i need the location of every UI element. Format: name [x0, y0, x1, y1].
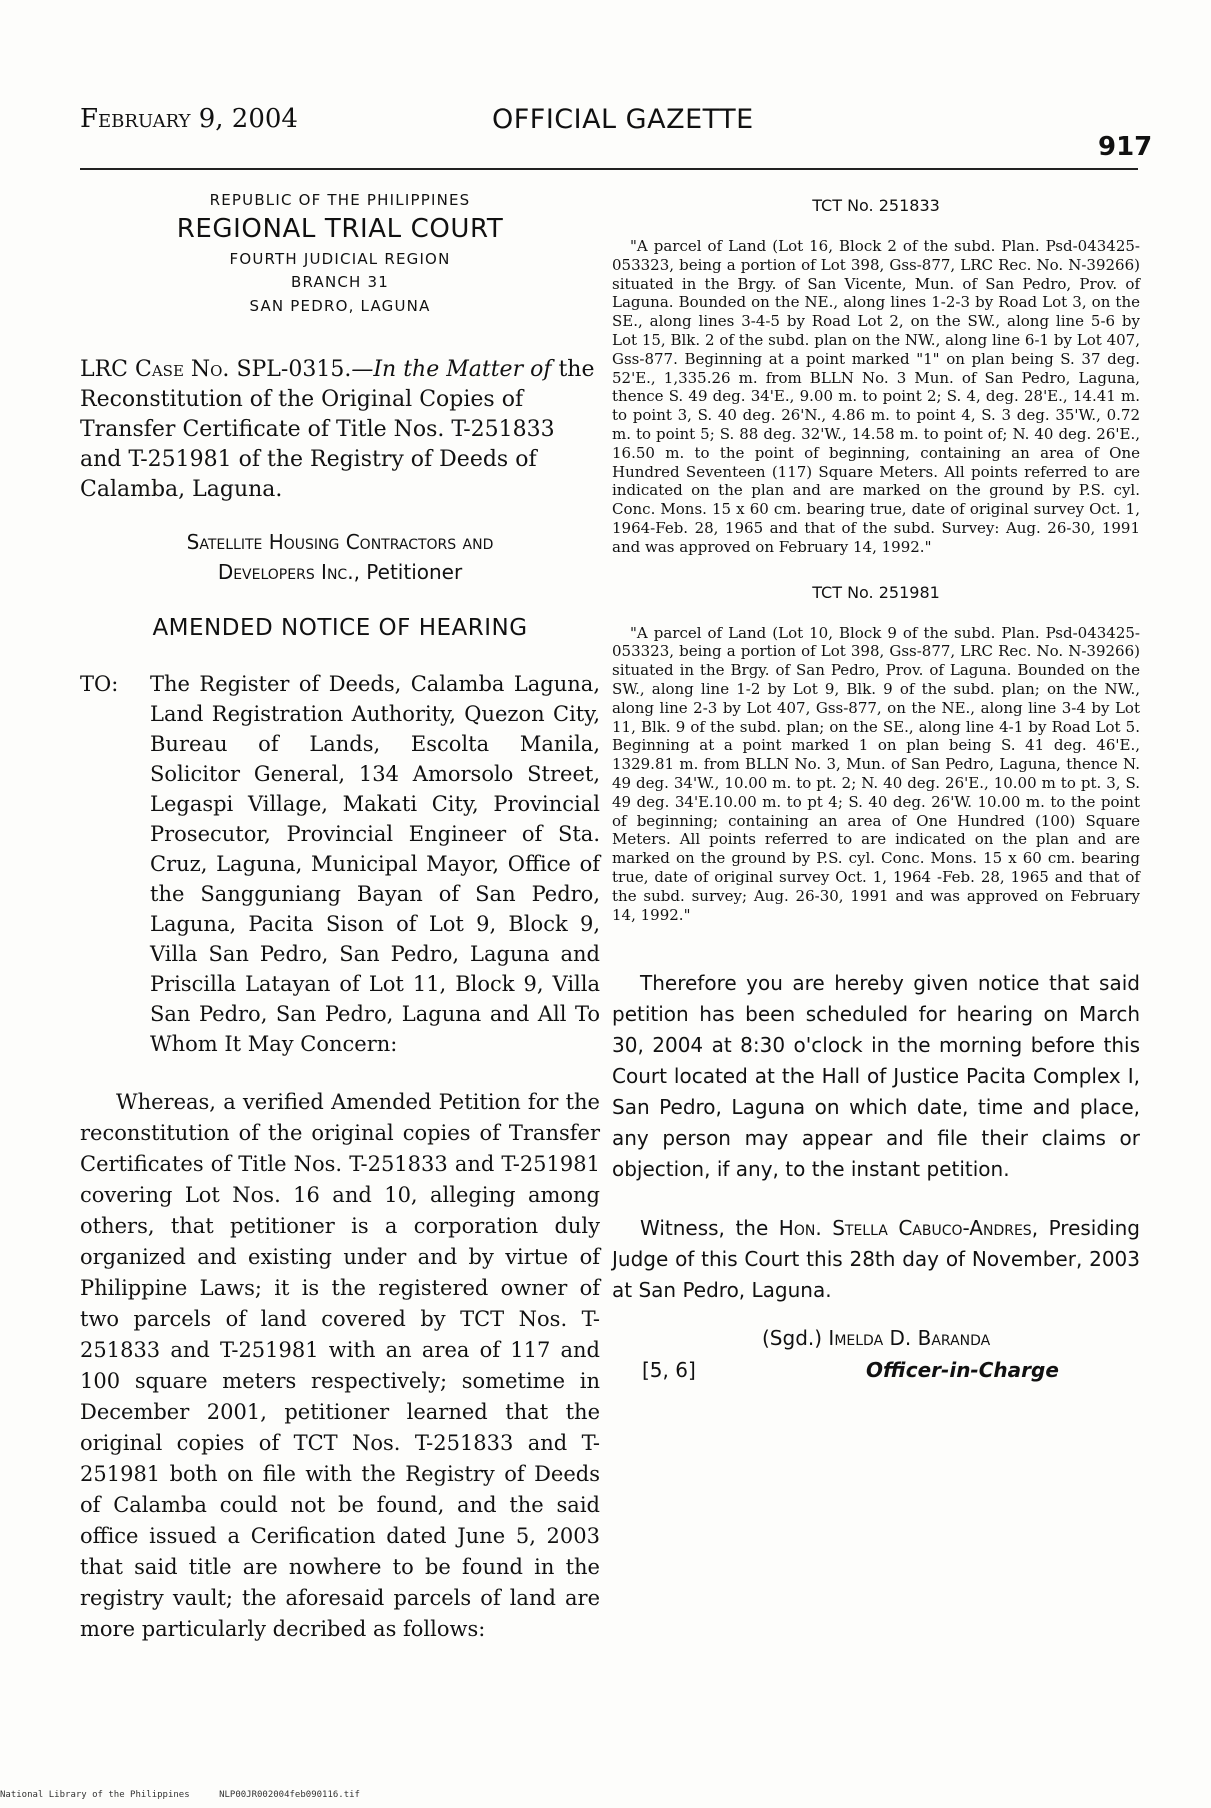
petitioner-name-2: Developers Inc.,: [217, 559, 360, 584]
court-heading: [80, 192, 600, 315]
scan-footer: [0, 1790, 384, 1800]
case-number: SPL-0315.: [236, 356, 352, 382]
tct2-description: "A parcel of Land (Lot 10, Block 9 of the subd. Plan. Psd-043425-053323, being a portion of Lot 398, Gss-877, LRC Rec. No. N-39266) situated in the Brgy. of San Pedro, Prov. of Laguna. Bounded on the SW., along line 1-2 by Lot 9, Blk. 9 of the subd. plan; on the NW., along line 2-3 by Lot 407, Gss-877, on the NE., along line 3-4 by Lot 11, Blk. 9 of the subd. plan; on the SE., along line 4-1 by Road Lot 5. Beginning at a point marked 1 on plan being S. 41 deg. 46'E., 1329.81 m. from BLLN No. 3, Mun. of San Pedro, Laguna, thence N. 49 deg. 34'W., 10.00 m. to pt. 2; N. 40 deg. 26'E., 10.00 m to pt. 3, S. 49 deg. 34'E.10.00 m. to pt 4; S. 40 deg. 26'W. 10.00 m. to the point of beginning; containing an area of One Hundred (100) Square Meters. All points referred to are indicated on the plan and are marked on the ground by P.S. cyl. Conc. Mons. 15 x 60 cm. bearing true, date of original survey Oct. 1, 1964 -Feb. 28, 1965 and that of the subd. survey; Aug. 26-30, 1991 and was approved on February 14, 1992.": [612, 623, 1140, 924]
tct1-heading: TCT No. 251833: [812, 196, 940, 215]
to-label: TO:: [80, 671, 119, 696]
court-republic: REPUBLIC OF THE PHILIPPINES: [209, 191, 471, 209]
court-region: FOURTH JUDICIAL REGION: [229, 250, 451, 269]
witness-rest: Presiding Judge of this Court this 28th day of November, 2003 at San Pedro, Laguna.: [612, 1216, 1140, 1303]
header-rule: [80, 168, 1138, 170]
judge-name: Hon. Stella Cabuco-Andres,: [778, 1216, 1039, 1241]
tct1-description: "A parcel of Land (Lot 16, Block 2 of the subd. Plan. Psd-043425-053323, being a portion of Lot 398, Gss-877, LRC Rec. No. N-39266) situated in the Brgy. of San Vicente, Mun. of San Pedro, Prov. of Laguna. Bounded on the NE., along lines 1-2-3 by Road Lot 3, on the SE., along lines 3-4-5 by Road Lot 2, on the SW., along line 5-6 by Lot 15, Blk. 2 of the subd. plan on the NW., along line 6-1 by Lot 407, Gss-877. Beginning at a point marked "1" on plan being S. 37 deg. 52'E., 1,335.26 m. from BLLN No. 3 Mun. of San Pedro, Laguna, thence S. 49 deg. 34'E., 9.00 m. to point 2; S. 4, deg. 28'E., 14.41 m. to point 3, S. 40 deg. 26'N., 4.86 m. to point 4, S. 3 deg. 35'W., 0.72 m. to point 5; S. 88 deg. 32'W., 14.58 m. to point of; N. 40 deg. 26'E., 16.50 m. to the point of beginning, containing an area of One Hundred Seventeen (117) Square Meters. All points referred to are indicated on the plan and are marked on the ground by P.S. cyl. Conc. Mons. 15 x 60 cm. bearing true, date of original survey Oct. 1, 1964-Feb. 28, 1965 and that of the subd. Survey: Aug. 26-30, 1991 and was approved on February 14, 1992.": [612, 237, 1140, 556]
tct2-heading: TCT No. 251981: [812, 582, 940, 602]
court-location: SAN PEDRO, LAGUNA: [249, 296, 431, 315]
court-branch: BRANCH 31: [291, 273, 389, 292]
signature-line: [762, 1326, 990, 1350]
petitioner-name-1: Satellite Housing Contractors and: [186, 529, 494, 554]
page-number: 917: [1098, 132, 1153, 162]
whereas-paragraph: Whereas, a verified Amended Petition for the reconstitution of the original copies of Transfer Certificates of Title Nos. T-251833 and T-251981 covering Lot Nos. 16 and 10, alleging among others, that petitioner is a corporation duly organized and existing under and by virtue of Philippine Laws; it is the registered owner of two parcels of land covered by TCT Nos. T-251833 and T-251981 with an area of 117 and 100 square meters respectively; sometime in December 2001, petitioner learned that the original copies of TCT Nos. T-251833 and T-251981 both on file with the Registry of Deeds of Calamba could not be found, and the said office issued a Cerification dated June 5, 2003 that said title are nowhere to be found in the registry vault; the aforesaid parcels of land are more particularly decribed as follows:: [80, 1089, 600, 1641]
case-title: [80, 355, 600, 505]
signature-block: [612, 1326, 1140, 1390]
case-rest: the Reconstitution of the Original Copies of Transfer Certificate of Title Nos. T-251833 and T-251981 of the Registry of Deeds of Calamba, Laguna.: [80, 356, 595, 502]
witness-prefix: Witness, the: [640, 1216, 769, 1241]
case-prefix: LRC Case No.: [80, 356, 230, 382]
signatory-title: Officer-in-Charge: [866, 1358, 1059, 1383]
case-caption: —In the Matter of: [351, 356, 552, 382]
reference-number: [5, 6]: [642, 1358, 696, 1383]
therefore-paragraph: Therefore you are hereby given notice that said petition has been scheduled for hearing on March 30, 2004 at 8:30 o'clock in the morning before this Court located at the Hall of Justice Pacita Complex I, San Pedro, Laguna on which date, time and place, any person may appear and file their claims or objection, if any, to the instant petition.: [612, 971, 1140, 1182]
petitioner: [80, 527, 600, 587]
signatory-name: Imelda D. Baranda: [828, 1326, 991, 1351]
to-text: The Register of Deeds, Calamba Laguna, Land Registration Authority, Quezon City, Bureau of Lands, Escolta Manila, Solicitor General, 134 Amorsolo Street, Legaspi Village, Makati City, Provincial Prosecutor, Provincial Engineer of Sta. Cruz, Laguna, Municipal Mayor, Office of the Sangguniang Bayan of San Pedro, Laguna, Pacita Sison of Lot 9, Block 9, Villa San Pedro, San Pedro, Laguna and Priscilla Latayan of Lot 11, Block 9, Villa San Pedro, San Pedro, Laguna and All To Whom It May Concern:: [150, 671, 600, 1056]
right-column: [612, 182, 1140, 1390]
addressees: [80, 669, 600, 1059]
sgd-label: (Sgd.): [762, 1326, 823, 1351]
footer-library: National Library of the Philippines: [0, 1790, 190, 1800]
publication-title: OFFICIAL GAZETTE: [492, 104, 754, 135]
left-column: [80, 182, 600, 1666]
court-name: REGIONAL TRIAL COURT: [176, 214, 504, 245]
petitioner-role: Petitioner: [366, 559, 463, 584]
witness-paragraph: [612, 1213, 1140, 1306]
footer-file: NLP00JR002004feb090116.tif: [219, 1790, 360, 1800]
header-date: February 9, 2004: [80, 104, 298, 134]
notice-title: AMENDED NOTICE OF HEARING: [152, 614, 528, 641]
